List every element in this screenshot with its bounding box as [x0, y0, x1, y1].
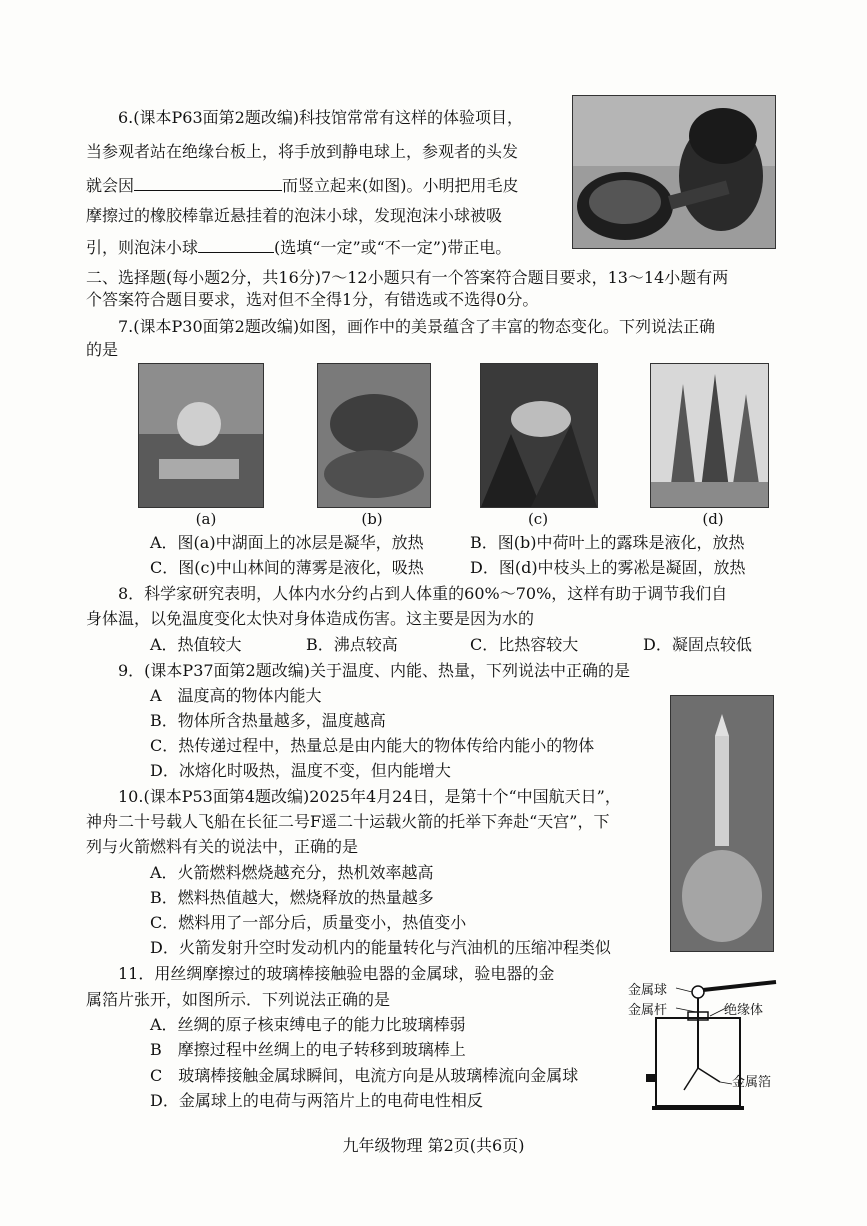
electroscope-drawing: [628, 978, 778, 1113]
q11-line-1: 11．用丝绸摩擦过的玻璃棒接触验电器的金属球，验电器的金: [118, 964, 555, 983]
q10-option-c: C．燃料用了一部分后，质量变小，热值变小: [150, 913, 467, 932]
q10-option-b: B．燃料热值越大，燃烧释放的热量越多: [150, 888, 434, 907]
q6-line-2: 当参观者站在绝缘台板上，将手放到静电球上，参观者的头发: [86, 142, 519, 161]
q9-line: 9．(课本P37面第2题改编)关于温度、内能、热量，下列说法中正确的是: [118, 661, 630, 680]
section2-line-2: 个答案符合题目要求，选对但不全得1分，有错选或不选得0分。: [86, 290, 539, 309]
label-metal-foil: 金属箔: [732, 1075, 772, 1090]
label-insulator: 绝缘体: [724, 1003, 764, 1018]
q8-option-c: C．比热容较大: [470, 635, 579, 654]
q7-line-2: 的是: [86, 340, 119, 359]
q11-option-d: D．金属球上的电荷与两箔片上的电荷电性相反: [150, 1091, 483, 1110]
painting-d: [650, 363, 769, 508]
q7-line-1: 7.(课本P30面第2题改编)如图，画作中的美景蕴含了丰富的物态变化。下列说法正确: [118, 317, 716, 336]
q9-option-a: A 温度高的物体内能大: [150, 686, 322, 705]
label-metal-rod: 金属杆: [628, 1003, 668, 1018]
q10-option-a: A．火箭燃料燃烧越充分，热机效率越高: [150, 863, 434, 882]
label-metal-ball: 金属球: [628, 983, 668, 998]
caption-d: (d): [702, 510, 724, 528]
caption-c: (c): [527, 510, 549, 528]
q7-option-a: A．图(a)中湖面上的冰层是凝华，放热: [150, 533, 424, 552]
page-footer: 九年级物理 第2页(共6页): [342, 1136, 525, 1155]
q10-option-d: D．火箭发射升空时发动机内的能量转化与汽油机的压缩冲程类似: [150, 938, 611, 957]
q8-option-a: A．热值较大: [150, 635, 242, 654]
caption-b: (b): [361, 510, 383, 528]
q7-option-d: D．图(d)中枝头上的雾凇是凝固，放热: [470, 558, 746, 577]
q6-line-5: [86, 236, 511, 258]
q9-option-c: C．热传递过程中，热量总是由内能大的物体传给内能小的物体: [150, 736, 595, 755]
q6-text-a: 就会因: [86, 176, 135, 195]
q8-option-b: B．沸点较高: [306, 635, 398, 654]
q9-option-d: D．冰熔化时吸热，温度不变，但内能增大: [150, 761, 451, 780]
rocket-launch-photo: [670, 695, 774, 952]
q11-option-a: A．丝绸的原子核束缚电子的能力比玻璃棒弱: [150, 1015, 466, 1034]
electroscope-diagram: [628, 978, 778, 1113]
q8-line-1: 8．科学家研究表明，人体内水分约占到人体重的60%～70%，这样有助于调节我们自: [118, 584, 728, 603]
q8-line-2: 身体温，以免温度变化太快对身体造成伤害。这主要是因为水的: [86, 609, 535, 628]
q6-line-3: [86, 174, 519, 196]
q11-option-b: B 摩擦过程中丝绸上的电子转移到玻璃棒上: [150, 1040, 466, 1059]
q10-line-1: 10.(课本P53面第4题改编)2025年4月24日，是第十个“中国航天日”，: [118, 787, 621, 806]
electrostatic-ball-photo: [572, 95, 776, 249]
q10-line-2: 神舟二十号载人飞船在长征二号F遥二十运载火箭的托举下奔赴“天宫”，下: [86, 812, 610, 831]
painting-c: [480, 363, 598, 508]
q6-blank-2[interactable]: [198, 236, 274, 253]
q11-option-c: C 玻璃棒接触金属球瞬间，电流方向是从玻璃棒流向金属球: [150, 1066, 579, 1085]
caption-a: (a): [195, 510, 217, 528]
painting-b: [317, 363, 431, 508]
q7-option-b: B．图(b)中荷叶上的露珠是液化，放热: [470, 533, 745, 552]
q11-line-2: 属箔片张开，如图所示．下列说法正确的是: [86, 990, 391, 1009]
q6-line-1: 6.(课本P63面第2题改编)科技馆常常有这样的体验项目，: [118, 108, 524, 127]
q9-option-b: B．物体所含热量越多，温度越高: [150, 711, 386, 730]
q6-text-c: 引，则泡沫小球: [86, 238, 199, 257]
q8-option-d: D．凝固点较低: [643, 635, 752, 654]
q6-text-b: 而竖立起来(如图)。小明把用毛皮: [282, 176, 519, 195]
q6-text-d: (选填“一定”或“不一定”)带正电。: [274, 238, 512, 257]
q10-line-3: 列与火箭燃料有关的说法中，正确的是: [86, 837, 359, 856]
q6-line-4: 摩擦过的橡胶棒靠近悬挂着的泡沫小球，发现泡沫小球被吸: [86, 206, 503, 225]
painting-a: [138, 363, 264, 508]
q6-blank-1[interactable]: [134, 174, 282, 191]
section2-line-1: 二、选择题(每小题2分，共16分)7～12小题只有一个答案符合题目要求，13～14小题有两: [86, 268, 729, 287]
q7-option-c: C．图(c)中山林间的薄雾是液化，吸热: [150, 558, 424, 577]
